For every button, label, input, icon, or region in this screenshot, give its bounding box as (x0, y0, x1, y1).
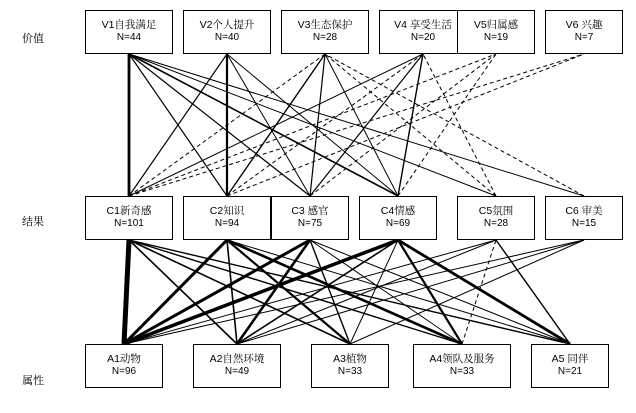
node-count: N=20 (410, 32, 436, 44)
node-c3[interactable] (271, 196, 349, 240)
attributes-row-label: 属性 (22, 375, 44, 387)
node-label: C1新奇感 (106, 205, 152, 218)
node-count: N=21 (557, 366, 583, 378)
node-a4[interactable] (413, 344, 511, 388)
node-count: N=94 (214, 218, 240, 230)
node-label: V2个人提升 (199, 19, 255, 32)
node-count: N=33 (449, 366, 475, 378)
node-label: A1动物 (107, 353, 141, 366)
node-count: N=19 (483, 32, 509, 44)
node-label: A3植物 (333, 353, 367, 366)
node-count: N=28 (312, 32, 338, 44)
link-a2-c5 (237, 240, 496, 344)
link-a2-c2 (227, 240, 237, 344)
node-count: N=101 (114, 218, 144, 230)
link-a2-c3 (237, 240, 310, 344)
link-c3-v2 (227, 54, 310, 196)
node-v6[interactable] (545, 10, 623, 54)
link-c3-v1 (129, 54, 310, 196)
node-count: N=44 (116, 32, 142, 44)
node-v4[interactable] (379, 10, 467, 54)
node-count: N=96 (111, 366, 137, 378)
link-c2-v4 (227, 54, 423, 196)
link-c4-v4 (398, 54, 423, 196)
node-label: C2知识 (209, 205, 245, 218)
node-a3[interactable] (311, 344, 389, 388)
link-c6-v3 (325, 54, 584, 196)
node-c6[interactable] (545, 196, 623, 240)
node-label: C3 感官 (291, 205, 329, 218)
node-label: V1自我满足 (101, 19, 157, 32)
node-label: A4领队及服务 (429, 353, 495, 366)
node-v3[interactable] (281, 10, 369, 54)
node-label: C4情感 (380, 205, 416, 218)
values-row-label: 价值 (22, 33, 44, 45)
node-a1[interactable] (85, 344, 163, 388)
node-c2[interactable] (183, 196, 271, 240)
consequences-row-label: 结果 (22, 216, 44, 228)
node-count: N=69 (385, 218, 411, 230)
link-c5-v4 (423, 54, 496, 196)
node-label: V6 兴趣 (565, 19, 603, 32)
link-a1-c1 (124, 240, 129, 344)
link-a5-c2 (227, 240, 570, 344)
link-a4-c4 (398, 240, 462, 344)
link-c4-v5 (398, 54, 496, 196)
link-c3-v5 (310, 54, 496, 196)
node-label: C6 审美 (565, 205, 603, 218)
link-a1-c2 (124, 240, 227, 344)
node-count: N=49 (224, 366, 250, 378)
node-a5[interactable] (531, 344, 609, 388)
node-count: N=7 (574, 32, 594, 44)
node-count: N=75 (297, 218, 323, 230)
node-count: N=28 (483, 218, 509, 230)
node-label: V4 享受生活 (394, 19, 452, 32)
link-c2-v3 (227, 54, 325, 196)
link-a1-c3 (124, 240, 310, 344)
node-label: A2自然环境 (209, 353, 265, 366)
link-a2-c1 (129, 240, 237, 344)
node-c1[interactable] (85, 196, 173, 240)
node-count: N=33 (337, 366, 363, 378)
node-v5[interactable] (457, 10, 535, 54)
node-v1[interactable] (85, 10, 173, 54)
link-c4-v3 (325, 54, 398, 196)
node-c4[interactable] (359, 196, 437, 240)
node-label: V5归属感 (473, 19, 519, 32)
node-label: C5氛围 (478, 205, 514, 218)
node-label: A5 同伴 (551, 353, 589, 366)
node-c5[interactable] (457, 196, 535, 240)
node-count: N=15 (571, 218, 597, 230)
node-label: V3生态保护 (297, 19, 353, 32)
node-count: N=40 (214, 32, 240, 44)
node-v2[interactable] (183, 10, 271, 54)
node-a2[interactable] (193, 344, 281, 388)
